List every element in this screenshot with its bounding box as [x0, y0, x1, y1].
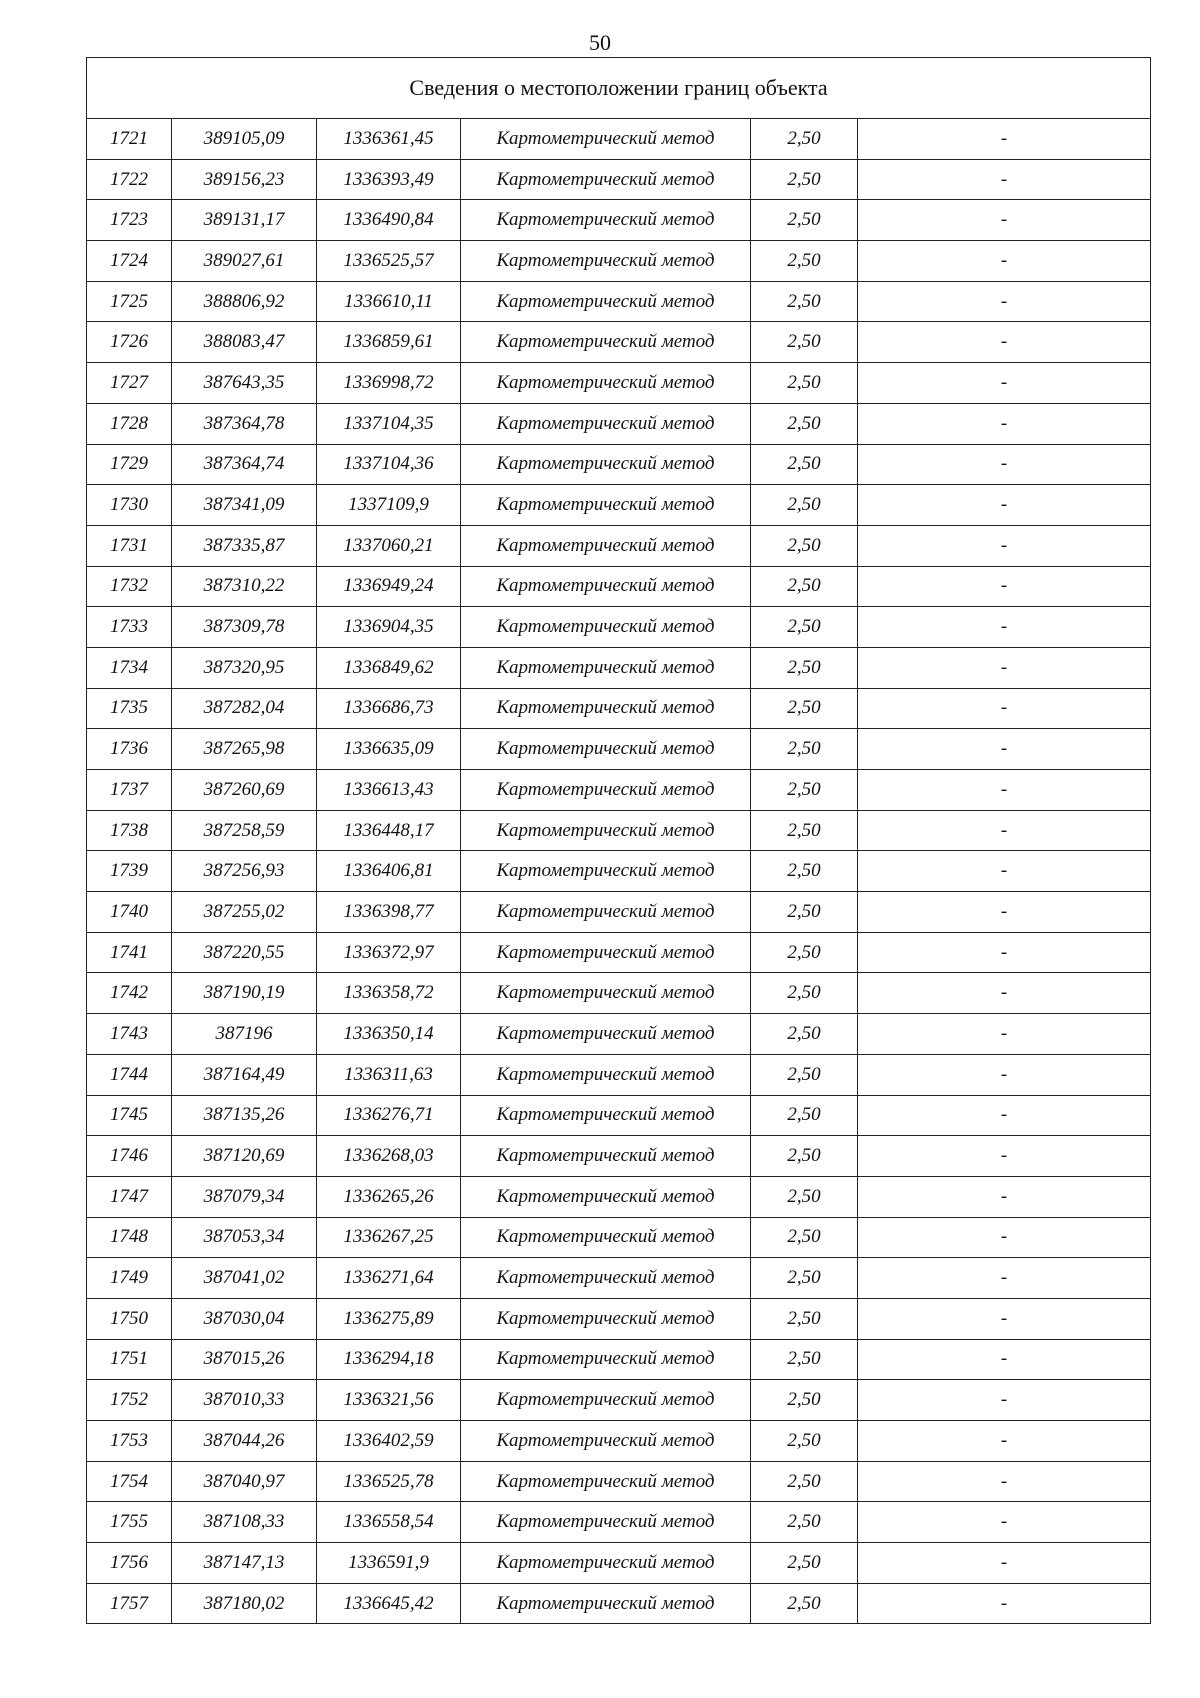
method-cell: Картометрический метод: [461, 566, 751, 607]
accuracy-cell: 2,50: [751, 1176, 858, 1217]
accuracy-cell: 2,50: [751, 892, 858, 933]
y-coordinate-cell: 1336350,14: [317, 1014, 461, 1055]
description-cell: -: [858, 485, 1151, 526]
point-number-cell: 1757: [87, 1583, 172, 1624]
y-coordinate-cell: 1336904,35: [317, 607, 461, 648]
x-coordinate-cell: 388083,47: [172, 322, 317, 363]
x-coordinate-cell: 387147,13: [172, 1543, 317, 1584]
point-number-cell: 1750: [87, 1298, 172, 1339]
method-cell: Картометрический метод: [461, 973, 751, 1014]
point-number-cell: 1734: [87, 647, 172, 688]
point-number-cell: 1721: [87, 119, 172, 160]
method-cell: Картометрический метод: [461, 1217, 751, 1258]
point-number-cell: 1726: [87, 322, 172, 363]
accuracy-cell: 2,50: [751, 281, 858, 322]
method-cell: Картометрический метод: [461, 200, 751, 241]
y-coordinate-cell: 1336591,9: [317, 1543, 461, 1584]
page-number: 50: [589, 30, 611, 55]
point-number-cell: 1740: [87, 892, 172, 933]
table-row: [87, 403, 1151, 444]
accuracy-cell: 2,50: [751, 322, 858, 363]
point-number-cell: 1749: [87, 1258, 172, 1299]
accuracy-cell: 2,50: [751, 973, 858, 1014]
description-cell: -: [858, 119, 1151, 160]
method-cell: Картометрический метод: [461, 892, 751, 933]
method-cell: Картометрический метод: [461, 1380, 751, 1421]
accuracy-cell: 2,50: [751, 1543, 858, 1584]
accuracy-cell: 2,50: [751, 1502, 858, 1543]
accuracy-cell: 2,50: [751, 1014, 858, 1055]
table-row: [87, 119, 1151, 160]
x-coordinate-cell: 387190,19: [172, 973, 317, 1014]
x-coordinate-cell: 387258,59: [172, 810, 317, 851]
table-row: [87, 892, 1151, 933]
description-cell: -: [858, 159, 1151, 200]
x-coordinate-cell: 389131,17: [172, 200, 317, 241]
method-cell: Картометрический метод: [461, 1136, 751, 1177]
accuracy-cell: 2,50: [751, 1583, 858, 1624]
description-cell: -: [858, 241, 1151, 282]
method-cell: Картометрический метод: [461, 1095, 751, 1136]
table-row: [87, 973, 1151, 1014]
x-coordinate-cell: 387053,34: [172, 1217, 317, 1258]
table-row: [87, 770, 1151, 811]
method-cell: Картометрический метод: [461, 444, 751, 485]
y-coordinate-cell: 1337109,9: [317, 485, 461, 526]
x-coordinate-cell: 387643,35: [172, 363, 317, 404]
y-coordinate-cell: 1336276,71: [317, 1095, 461, 1136]
y-coordinate-cell: 1336525,78: [317, 1461, 461, 1502]
method-cell: Картометрический метод: [461, 1014, 751, 1055]
point-number-cell: 1743: [87, 1014, 172, 1055]
x-coordinate-cell: 387255,02: [172, 892, 317, 933]
table-row: [87, 1014, 1151, 1055]
point-number-cell: 1755: [87, 1502, 172, 1543]
x-coordinate-cell: 387120,69: [172, 1136, 317, 1177]
table-row: [87, 1054, 1151, 1095]
accuracy-cell: 2,50: [751, 1380, 858, 1421]
y-coordinate-cell: 1336635,09: [317, 729, 461, 770]
table-row: [87, 810, 1151, 851]
point-number-cell: 1753: [87, 1421, 172, 1462]
y-coordinate-cell: 1336859,61: [317, 322, 461, 363]
y-coordinate-cell: 1336998,72: [317, 363, 461, 404]
x-coordinate-cell: 387309,78: [172, 607, 317, 648]
table-row: [87, 566, 1151, 607]
y-coordinate-cell: 1337060,21: [317, 525, 461, 566]
description-cell: -: [858, 403, 1151, 444]
method-cell: Картометрический метод: [461, 363, 751, 404]
x-coordinate-cell: 389027,61: [172, 241, 317, 282]
description-cell: -: [858, 1461, 1151, 1502]
x-coordinate-cell: 387196: [172, 1014, 317, 1055]
x-coordinate-cell: 387282,04: [172, 688, 317, 729]
table-row: [87, 200, 1151, 241]
y-coordinate-cell: 1336402,59: [317, 1421, 461, 1462]
point-number-cell: 1742: [87, 973, 172, 1014]
method-cell: Картометрический метод: [461, 851, 751, 892]
description-cell: -: [858, 1217, 1151, 1258]
method-cell: Картометрический метод: [461, 485, 751, 526]
accuracy-cell: 2,50: [751, 403, 858, 444]
y-coordinate-cell: 1336294,18: [317, 1339, 461, 1380]
method-cell: Картометрический метод: [461, 1461, 751, 1502]
method-cell: Картометрический метод: [461, 647, 751, 688]
method-cell: Картометрический метод: [461, 1583, 751, 1624]
table-row: [87, 444, 1151, 485]
y-coordinate-cell: 1336613,43: [317, 770, 461, 811]
method-cell: Картометрический метод: [461, 1421, 751, 1462]
accuracy-cell: 2,50: [751, 1258, 858, 1299]
accuracy-cell: 2,50: [751, 1136, 858, 1177]
x-coordinate-cell: 387015,26: [172, 1339, 317, 1380]
x-coordinate-cell: 389156,23: [172, 159, 317, 200]
point-number-cell: 1738: [87, 810, 172, 851]
description-cell: -: [858, 1136, 1151, 1177]
y-coordinate-cell: 1336448,17: [317, 810, 461, 851]
description-cell: -: [858, 444, 1151, 485]
y-coordinate-cell: 1336372,97: [317, 932, 461, 973]
accuracy-cell: 2,50: [751, 810, 858, 851]
accuracy-cell: 2,50: [751, 1298, 858, 1339]
point-number-cell: 1745: [87, 1095, 172, 1136]
y-coordinate-cell: 1336849,62: [317, 647, 461, 688]
boundary-coordinates-table: [86, 57, 1151, 1624]
method-cell: Картометрический метод: [461, 1054, 751, 1095]
accuracy-cell: 2,50: [751, 363, 858, 404]
description-cell: -: [858, 566, 1151, 607]
method-cell: Картометрический метод: [461, 932, 751, 973]
point-number-cell: 1730: [87, 485, 172, 526]
point-number-cell: 1739: [87, 851, 172, 892]
table-row: [87, 1217, 1151, 1258]
accuracy-cell: 2,50: [751, 200, 858, 241]
description-cell: -: [858, 525, 1151, 566]
table-row: [87, 1339, 1151, 1380]
table-row: [87, 363, 1151, 404]
y-coordinate-cell: 1336686,73: [317, 688, 461, 729]
x-coordinate-cell: 387164,49: [172, 1054, 317, 1095]
x-coordinate-cell: 387108,33: [172, 1502, 317, 1543]
description-cell: -: [858, 322, 1151, 363]
description-cell: -: [858, 770, 1151, 811]
point-number-cell: 1722: [87, 159, 172, 200]
table-row: [87, 647, 1151, 688]
accuracy-cell: 2,50: [751, 241, 858, 282]
method-cell: Картометрический метод: [461, 1339, 751, 1380]
description-cell: -: [858, 1258, 1151, 1299]
accuracy-cell: 2,50: [751, 159, 858, 200]
table-row: [87, 1583, 1151, 1624]
point-number-cell: 1754: [87, 1461, 172, 1502]
method-cell: Картометрический метод: [461, 1176, 751, 1217]
x-coordinate-cell: 387265,98: [172, 729, 317, 770]
description-cell: -: [858, 1583, 1151, 1624]
x-coordinate-cell: 387041,02: [172, 1258, 317, 1299]
x-coordinate-cell: 387335,87: [172, 525, 317, 566]
accuracy-cell: 2,50: [751, 851, 858, 892]
y-coordinate-cell: 1336268,03: [317, 1136, 461, 1177]
x-coordinate-cell: 387320,95: [172, 647, 317, 688]
method-cell: Картометрический метод: [461, 159, 751, 200]
table-row: [87, 281, 1151, 322]
accuracy-cell: 2,50: [751, 770, 858, 811]
point-number-cell: 1724: [87, 241, 172, 282]
method-cell: Картометрический метод: [461, 403, 751, 444]
x-coordinate-cell: 387364,74: [172, 444, 317, 485]
x-coordinate-cell: 387180,02: [172, 1583, 317, 1624]
point-number-cell: 1747: [87, 1176, 172, 1217]
accuracy-cell: 2,50: [751, 647, 858, 688]
x-coordinate-cell: 387256,93: [172, 851, 317, 892]
description-cell: -: [858, 363, 1151, 404]
x-coordinate-cell: 387220,55: [172, 932, 317, 973]
description-cell: -: [858, 607, 1151, 648]
description-cell: -: [858, 1543, 1151, 1584]
point-number-cell: 1748: [87, 1217, 172, 1258]
x-coordinate-cell: 387341,09: [172, 485, 317, 526]
y-coordinate-cell: 1336949,24: [317, 566, 461, 607]
description-cell: -: [858, 1095, 1151, 1136]
y-coordinate-cell: 1336525,57: [317, 241, 461, 282]
description-cell: -: [858, 1339, 1151, 1380]
x-coordinate-cell: 387030,04: [172, 1298, 317, 1339]
point-number-cell: 1723: [87, 200, 172, 241]
method-cell: Картометрический метод: [461, 1258, 751, 1299]
table-row: [87, 1258, 1151, 1299]
x-coordinate-cell: 387260,69: [172, 770, 317, 811]
table-row: [87, 322, 1151, 363]
point-number-cell: 1752: [87, 1380, 172, 1421]
table-row: [87, 932, 1151, 973]
table-row: [87, 1136, 1151, 1177]
x-coordinate-cell: 388806,92: [172, 281, 317, 322]
table-title-row: [87, 58, 1151, 119]
point-number-cell: 1756: [87, 1543, 172, 1584]
method-cell: Картометрический метод: [461, 810, 751, 851]
method-cell: Картометрический метод: [461, 119, 751, 160]
point-number-cell: 1725: [87, 281, 172, 322]
accuracy-cell: 2,50: [751, 1217, 858, 1258]
point-number-cell: 1728: [87, 403, 172, 444]
table-row: [87, 1298, 1151, 1339]
table-row: [87, 1543, 1151, 1584]
y-coordinate-cell: 1336398,77: [317, 892, 461, 933]
accuracy-cell: 2,50: [751, 485, 858, 526]
description-cell: -: [858, 688, 1151, 729]
y-coordinate-cell: 1336321,56: [317, 1380, 461, 1421]
point-number-cell: 1746: [87, 1136, 172, 1177]
x-coordinate-cell: 387135,26: [172, 1095, 317, 1136]
method-cell: Картометрический метод: [461, 1298, 751, 1339]
accuracy-cell: 2,50: [751, 688, 858, 729]
y-coordinate-cell: 1336358,72: [317, 973, 461, 1014]
method-cell: Картометрический метод: [461, 1502, 751, 1543]
description-cell: -: [858, 647, 1151, 688]
y-coordinate-cell: 1336267,25: [317, 1217, 461, 1258]
x-coordinate-cell: 387040,97: [172, 1461, 317, 1502]
x-coordinate-cell: 387079,34: [172, 1176, 317, 1217]
table-row: [87, 1461, 1151, 1502]
table-row: [87, 729, 1151, 770]
accuracy-cell: 2,50: [751, 1095, 858, 1136]
method-cell: Картометрический метод: [461, 241, 751, 282]
accuracy-cell: 2,50: [751, 1339, 858, 1380]
method-cell: Картометрический метод: [461, 688, 751, 729]
point-number-cell: 1732: [87, 566, 172, 607]
description-cell: -: [858, 892, 1151, 933]
table-row: [87, 525, 1151, 566]
table-row: [87, 241, 1151, 282]
table-title: Сведения о местоположении границ объекта: [87, 58, 1151, 119]
table-row: [87, 851, 1151, 892]
table-row: [87, 159, 1151, 200]
accuracy-cell: 2,50: [751, 566, 858, 607]
table-row: [87, 1095, 1151, 1136]
accuracy-cell: 2,50: [751, 119, 858, 160]
method-cell: Картометрический метод: [461, 525, 751, 566]
y-coordinate-cell: 1336393,49: [317, 159, 461, 200]
y-coordinate-cell: 1336265,26: [317, 1176, 461, 1217]
table-row: [87, 607, 1151, 648]
y-coordinate-cell: 1336406,81: [317, 851, 461, 892]
accuracy-cell: 2,50: [751, 729, 858, 770]
point-number-cell: 1731: [87, 525, 172, 566]
description-cell: -: [858, 729, 1151, 770]
accuracy-cell: 2,50: [751, 444, 858, 485]
description-cell: -: [858, 281, 1151, 322]
method-cell: Картометрический метод: [461, 281, 751, 322]
accuracy-cell: 2,50: [751, 1461, 858, 1502]
y-coordinate-cell: 1336275,89: [317, 1298, 461, 1339]
description-cell: -: [858, 810, 1151, 851]
x-coordinate-cell: 389105,09: [172, 119, 317, 160]
y-coordinate-cell: 1336311,63: [317, 1054, 461, 1095]
method-cell: Картометрический метод: [461, 770, 751, 811]
description-cell: -: [858, 932, 1151, 973]
point-number-cell: 1733: [87, 607, 172, 648]
y-coordinate-cell: 1337104,35: [317, 403, 461, 444]
point-number-cell: 1727: [87, 363, 172, 404]
accuracy-cell: 2,50: [751, 1421, 858, 1462]
x-coordinate-cell: 387044,26: [172, 1421, 317, 1462]
y-coordinate-cell: 1336558,54: [317, 1502, 461, 1543]
accuracy-cell: 2,50: [751, 525, 858, 566]
point-number-cell: 1741: [87, 932, 172, 973]
y-coordinate-cell: 1336610,11: [317, 281, 461, 322]
y-coordinate-cell: 1336361,45: [317, 119, 461, 160]
description-cell: -: [858, 200, 1151, 241]
method-cell: Картометрический метод: [461, 1543, 751, 1584]
y-coordinate-cell: 1336490,84: [317, 200, 461, 241]
description-cell: -: [858, 1298, 1151, 1339]
point-number-cell: 1735: [87, 688, 172, 729]
method-cell: Картометрический метод: [461, 607, 751, 648]
description-cell: -: [858, 1014, 1151, 1055]
accuracy-cell: 2,50: [751, 932, 858, 973]
x-coordinate-cell: 387310,22: [172, 566, 317, 607]
accuracy-cell: 2,50: [751, 607, 858, 648]
accuracy-cell: 2,50: [751, 1054, 858, 1095]
point-number-cell: 1736: [87, 729, 172, 770]
table-row: [87, 1380, 1151, 1421]
description-cell: -: [858, 1421, 1151, 1462]
table-row: [87, 1502, 1151, 1543]
table-row: [87, 1421, 1151, 1462]
y-coordinate-cell: 1336271,64: [317, 1258, 461, 1299]
table-row: [87, 485, 1151, 526]
point-number-cell: 1737: [87, 770, 172, 811]
x-coordinate-cell: 387010,33: [172, 1380, 317, 1421]
y-coordinate-cell: 1337104,36: [317, 444, 461, 485]
description-cell: -: [858, 1176, 1151, 1217]
description-cell: -: [858, 851, 1151, 892]
table-body: [87, 58, 1151, 1624]
table-row: [87, 688, 1151, 729]
y-coordinate-cell: 1336645,42: [317, 1583, 461, 1624]
x-coordinate-cell: 387364,78: [172, 403, 317, 444]
description-cell: -: [858, 1502, 1151, 1543]
method-cell: Картометрический метод: [461, 322, 751, 363]
point-number-cell: 1744: [87, 1054, 172, 1095]
point-number-cell: 1751: [87, 1339, 172, 1380]
description-cell: -: [858, 1054, 1151, 1095]
method-cell: Картометрический метод: [461, 729, 751, 770]
table-row: [87, 1176, 1151, 1217]
description-cell: -: [858, 973, 1151, 1014]
description-cell: -: [858, 1380, 1151, 1421]
point-number-cell: 1729: [87, 444, 172, 485]
